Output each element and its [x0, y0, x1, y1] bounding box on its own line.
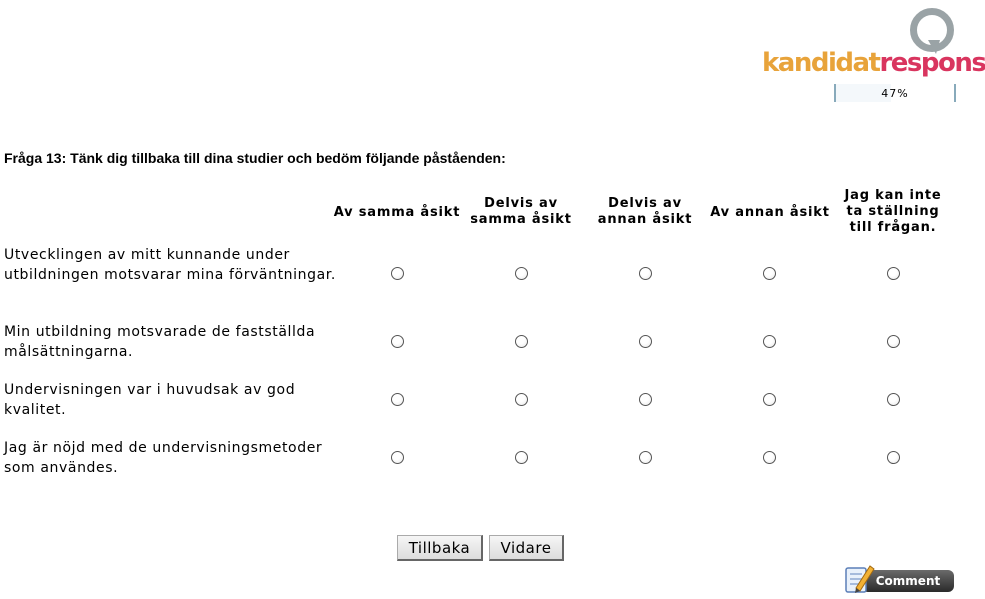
radio-row3-col2[interactable] — [515, 393, 528, 406]
radio-row2-col5[interactable] — [887, 335, 900, 348]
radio-row1-col1[interactable] — [391, 267, 404, 280]
radio-row4-col1[interactable] — [391, 451, 404, 464]
radio-row4-col3[interactable] — [639, 451, 652, 464]
progress-bar — [834, 84, 956, 102]
row-label-quality: Undervisningen var i huvudsak av god kvalitet. — [4, 382, 296, 418]
radio-row4-col5[interactable] — [887, 451, 900, 464]
radio-row1-col2[interactable] — [515, 267, 528, 280]
kandidatrespons-logo — [760, 6, 985, 84]
radio-row2-col2[interactable] — [515, 335, 528, 348]
radio-row4-col4[interactable] — [763, 451, 776, 464]
radio-row4-col2[interactable] — [515, 451, 528, 464]
row-label-methods: Jag är nöjd med de undervisningsmetoder som användes. — [4, 440, 323, 476]
column-header-cannot-say: Jag kan inte ta ställning till frågan. — [844, 188, 942, 235]
radio-row2-col3[interactable] — [639, 335, 652, 348]
radio-row3-col3[interactable] — [639, 393, 652, 406]
next-button[interactable]: Vidare — [489, 535, 564, 561]
logo-wordmark — [762, 48, 985, 78]
column-header-same-opinion: Av samma åsikt — [333, 205, 461, 220]
radio-row1-col5[interactable] — [887, 267, 900, 280]
column-header-partly-other: Delvis av annan åsikt — [597, 196, 693, 227]
radio-row3-col5[interactable] — [887, 393, 900, 406]
radio-row1-col3[interactable] — [639, 267, 652, 280]
radio-row1-col4[interactable] — [763, 267, 776, 280]
progress-label: 47% — [881, 87, 909, 100]
radio-row3-col4[interactable] — [763, 393, 776, 406]
column-header-other-opinion: Av annan åsikt — [710, 205, 830, 220]
column-header-partly-same: Delvis av samma åsikt — [470, 196, 572, 227]
radio-row2-col1[interactable] — [391, 335, 404, 348]
row-label-competence: Utvecklingen av mitt kunnande under utbildningen motsvarar mina förväntningar. — [4, 247, 336, 283]
radio-row2-col4[interactable] — [763, 335, 776, 348]
logo-text-kandidat: kandidat — [762, 48, 880, 78]
comment-button[interactable] — [842, 562, 956, 596]
comment-label: Comment — [862, 570, 954, 592]
radio-row3-col1[interactable] — [391, 393, 404, 406]
question-title: Fråga 13: Tänk dig tillbaka till dina studier och bedöm följande påståenden: — [4, 150, 506, 166]
back-button[interactable]: Tillbaka — [397, 535, 483, 561]
comment-pencil-icon — [842, 562, 876, 596]
logo-text-respons: respons — [879, 48, 985, 78]
row-label-goals: Min utbildning motsvarade de fastställda målsättningarna. — [4, 324, 316, 360]
